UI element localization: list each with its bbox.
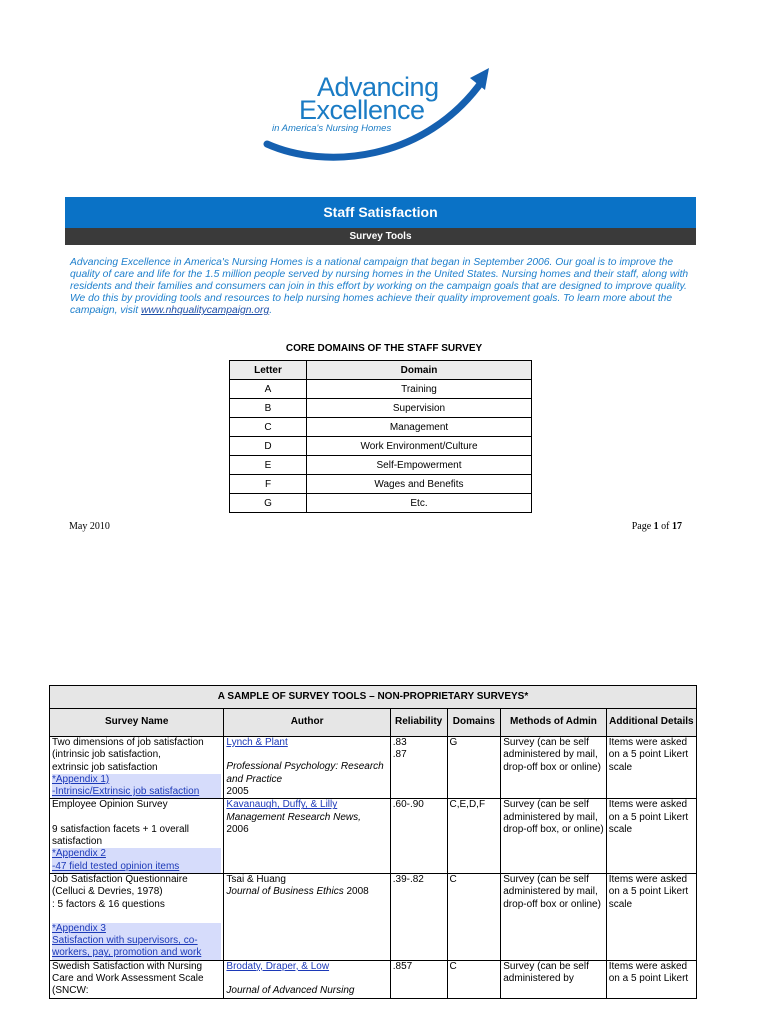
appendix-description-link[interactable]: -47 field tested opinion items [52, 861, 221, 873]
domain-name: Etc. [307, 494, 532, 513]
column-header: Reliability [390, 709, 447, 737]
reliability-cell: .60-.90 [390, 799, 447, 873]
survey-name-cell [50, 799, 224, 873]
survey-name-detail: extrinsic job satisfaction [52, 761, 158, 773]
appendix-description-link[interactable]: -Intrinsic/Extrinsic job satisfaction [52, 786, 221, 798]
survey-name-cell [50, 873, 224, 960]
journal-name: Journal of Advanced Nursing [226, 985, 355, 997]
domain-letter: G [230, 494, 307, 513]
table-row [230, 475, 532, 494]
table-row [50, 737, 697, 799]
domain-name: Wages and Benefits [307, 475, 532, 494]
publication-year: 2005 [226, 785, 249, 797]
page-current: 1 [653, 521, 659, 532]
domain-name: Supervision [307, 399, 532, 418]
methods-cell: Survey (can be self administered by mail, drop-off box or online) [501, 873, 606, 960]
domain-name: Management [307, 418, 532, 437]
author-cell [224, 873, 390, 960]
campaign-logo [255, 62, 515, 172]
domain-name: Self-Empowerment [307, 456, 532, 475]
column-header: Letter [230, 361, 307, 380]
author-cell [224, 737, 390, 799]
survey-name: Two dimensions of job satisfaction (intrinsic job satisfaction, [52, 737, 204, 761]
table-row [230, 456, 532, 475]
survey-table-title: A SAMPLE OF SURVEY TOOLS – NON-PROPRIETARY SURVEYS* [50, 686, 697, 709]
domains-cell: C,E,D,F [447, 799, 501, 873]
survey-name-cell [50, 737, 224, 799]
reliability-value: .87 [392, 749, 407, 761]
publication-year: 2008 [346, 886, 369, 898]
page-number [632, 521, 682, 532]
methods-cell: Survey (can be self administered by [501, 960, 606, 998]
column-header: Author [224, 709, 390, 737]
appendix-link[interactable]: *Appendix 3 [52, 923, 221, 935]
details-cell: Items were asked on a 5 point Likert scale [606, 737, 696, 799]
appendix-link[interactable]: *Appendix 1) [52, 774, 221, 786]
logo-line-1: Advancing [317, 72, 439, 102]
domains-cell: C [447, 873, 501, 960]
table-row [50, 799, 697, 873]
author-link[interactable]: Kavanaugh, Duffy, & Lilly [226, 799, 338, 811]
author-name: Tsai & Huang [226, 873, 286, 885]
table-row [230, 399, 532, 418]
table-row [230, 418, 532, 437]
journal-name: Professional Psychology: Research and Practice [226, 761, 384, 785]
author-cell [224, 960, 390, 998]
reliability-cell: .39-.82 [390, 873, 447, 960]
domain-letter: A [230, 380, 307, 399]
table-row [230, 380, 532, 399]
methods-cell: Survey (can be self administered by mail, drop-off box or online) [501, 737, 606, 799]
footer-date: May 2010 [69, 521, 110, 532]
details-cell: Items were asked on a 5 point Likert scale [606, 799, 696, 873]
page-subtitle: Survey Tools [65, 228, 696, 245]
page-title: Staff Satisfaction [65, 197, 696, 228]
column-header: Methods of Admin [501, 709, 606, 737]
reliability-value: .83 [392, 737, 407, 748]
appendix-link[interactable]: *Appendix 2 [52, 848, 221, 860]
table-header-row [50, 709, 697, 737]
domain-name: Work Environment/Culture [307, 437, 532, 456]
methods-cell: Survey (can be self administered by mail, drop-off box, or online) [501, 799, 606, 873]
logo-line-2: Excellence [299, 95, 425, 125]
core-domains-title: CORE DOMAINS OF THE STAFF SURVEY [285, 343, 483, 354]
domain-letter: C [230, 418, 307, 437]
details-cell: Items were asked on a 5 point Likert scale [606, 873, 696, 960]
page-of: of [658, 521, 672, 532]
domain-letter: F [230, 475, 307, 494]
table-row [50, 960, 697, 998]
domain-letter: E [230, 456, 307, 475]
core-domains-table [229, 360, 532, 513]
survey-name-cell: Swedish Satisfaction with Nursing Care and Work Assessment Scale (SNCW: [50, 960, 224, 998]
reliability-cell: .857 [390, 960, 447, 998]
table-row [230, 494, 532, 513]
page-total: 17 [672, 521, 682, 532]
page-prefix: Page [631, 521, 654, 532]
journal-name: Management Research News, [226, 811, 361, 823]
publication-year: 2006 [226, 824, 249, 836]
logo-tagline: in America's Nursing Homes [272, 123, 392, 134]
intro-paragraph [70, 257, 692, 317]
domain-letter: B [230, 399, 307, 418]
author-link[interactable]: Lynch & Plant [226, 737, 288, 748]
journal-name: Journal of Business Ethics [226, 886, 344, 898]
table-row [230, 437, 532, 456]
author-cell [224, 799, 390, 873]
survey-name-detail: : 5 factors & 16 questions [52, 898, 165, 910]
survey-name: Job Satisfaction Questionnaire (Celluci & Devries, 1978) [52, 873, 188, 898]
column-header: Additional Details [606, 709, 696, 737]
appendix-description-link[interactable]: Satisfaction with supervisors, co-workers, pay, promotion and work [52, 935, 221, 960]
survey-name: Employee Opinion Survey [52, 799, 168, 811]
survey-name-detail: 9 satisfaction facets + 1 overall satisfaction [52, 823, 190, 848]
domain-letter: D [230, 437, 307, 456]
reliability-cell [390, 737, 447, 799]
table-row [50, 873, 697, 960]
campaign-link[interactable]: www.nhqualitycampaign.org [140, 305, 270, 316]
intro-text: Advancing Excellence in America's Nursing Homes is a national campaign that began in September 2006. Our goal is to improve the quality of care and life for the 1.5 million people served by nursing homes in the United States. Nursing homes and their staff, along with residents and their families and consumers can join in this effort by working on the campaign goals that are designed to improve quality. We do this by providing tools and resources to help nursing homes achieve their quality improvement goals. To learn more about the campaign, visit [70, 257, 689, 316]
author-link[interactable]: Brodaty, Draper, & Low [226, 960, 330, 972]
intro-end: . [269, 305, 273, 316]
column-header: Survey Name [50, 709, 224, 737]
domains-cell: G [447, 737, 501, 799]
table-title-row [50, 686, 697, 709]
domain-name: Training [307, 380, 532, 399]
domains-cell: C [447, 960, 501, 998]
survey-tools-table [49, 685, 697, 999]
details-cell: Items were asked on a 5 point Likert [606, 960, 696, 998]
column-header: Domains [447, 709, 501, 737]
table-header-row [230, 361, 532, 380]
column-header: Domain [307, 361, 532, 380]
